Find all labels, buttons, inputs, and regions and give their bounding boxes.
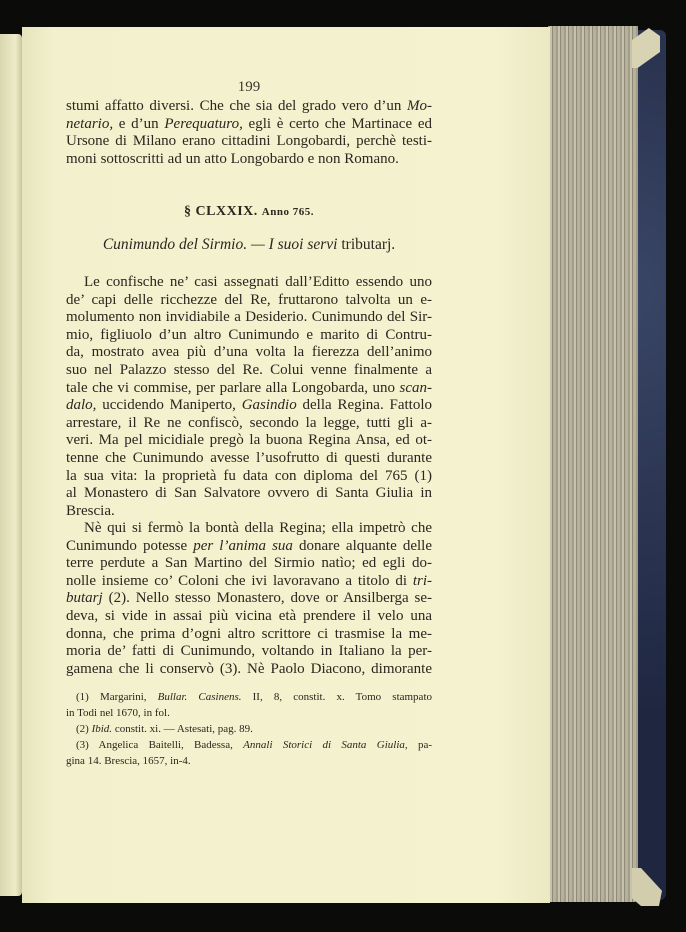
continuation-text <box>66 98 432 168</box>
text-segment: tenne che Cunimundo avesse l’usofrutto di questi durante <box>66 449 432 466</box>
text-line <box>66 292 432 310</box>
text-segment: mio, figliuolo d’un altro Cunimundo e marito di Contru- <box>66 326 432 343</box>
text-segment: de’ capi delle ricchezze del Re, fruttarono talvolta un e- <box>66 291 432 308</box>
text-segment: gamena che li conservò (3). Nè Paolo Diacono, dimorante <box>66 660 432 677</box>
section-number: § CLXXIX. <box>184 204 258 219</box>
page-edges <box>548 26 638 902</box>
text-line <box>66 468 432 486</box>
text-segment: (2) <box>76 723 92 735</box>
text-segment: deva, si vide in assai più vicina età prendere il velo una <box>66 607 432 624</box>
text-segment: Cunimundo potesse <box>66 537 194 554</box>
text-line <box>66 538 432 556</box>
text-line <box>66 705 432 721</box>
text-line <box>66 689 432 705</box>
subtitle-roman: tributarj. <box>337 236 396 253</box>
text-line <box>66 274 432 292</box>
italic-text: scan- <box>399 379 432 396</box>
text-segment: moni sottoscritti ad un atto Longobardo e non Romano. <box>66 150 399 167</box>
italic-text: tri- <box>412 572 432 589</box>
text-line <box>66 721 432 737</box>
text-segment: Ursone di Milano erano cittadini Longobardi, perchè testi- <box>66 133 432 150</box>
text-segment: constit. xi. — Astesati, pag. 89. <box>112 723 253 735</box>
italic-text: Ibid. <box>91 723 113 735</box>
text-segment: pa- <box>407 739 432 751</box>
previous-page-edge <box>0 34 22 896</box>
text-segment: al Monastero di San Salvatore ovvero di Santa Giulia in <box>66 485 432 502</box>
text-line <box>66 397 432 415</box>
text-segment: arrestare, il Re ne confiscò, secondo la legge, tutti gli a- <box>66 414 432 431</box>
text-segment: veri. Ma pel micidiale pregò la buona Regina Ansa, ed ot- <box>66 432 432 449</box>
text-segment: (1) Margarini, <box>76 691 158 703</box>
subtitle-italic: Cunimundo del Sirmio. — I suoi servi <box>102 236 338 253</box>
text-segment: II, 8, constit. x. Tomo stampato <box>241 691 432 703</box>
text-segment: moria de’ fatti di Cunimundo, voltando in Italiano la per- <box>66 643 432 660</box>
text-line <box>66 133 432 151</box>
text-segment: tale che vi commise, per parlare alla Longobarda, uno <box>66 379 400 396</box>
text-segment: Nè qui si fermò la bontà della Regina; ella impetrò che <box>84 520 432 536</box>
text-line <box>66 485 432 503</box>
text-segment: (2). Nello stesso Monastero, dove or Ansilberga se- <box>102 590 432 607</box>
text-segment: molumento non invidiabile a Desiderio. Cunimundo del Sir- <box>66 309 432 326</box>
italic-text: Gasindio <box>241 397 297 414</box>
text-segment: donare alquante delle <box>292 537 432 554</box>
text-segment: Le confische ne’ casi assegnati dall’Editto essendo uno <box>84 274 432 290</box>
text-line <box>66 450 432 468</box>
text-line <box>66 520 432 538</box>
text-segment: uccidendo Maniperto, <box>96 397 242 414</box>
text-line <box>66 362 432 380</box>
italic-text: netario, <box>66 115 114 132</box>
text-line <box>66 661 432 679</box>
text-line <box>66 380 432 398</box>
text-segment: (3) Angelica Baitelli, Badessa, <box>76 739 244 751</box>
text-segment: suo nel Palazzo stesso del Re. Colui venne finalmente a <box>66 361 432 378</box>
italic-text: per l’anima sua <box>193 537 293 554</box>
text-segment: egli è certo che Martinace ed <box>242 115 432 132</box>
text-segment: gina 14. Brescia, 1657, in-4. <box>66 755 191 767</box>
text-segment: da, mostrato avea più d’una volta la fierezza dell’animo <box>66 344 432 361</box>
italic-text: Mo- <box>407 98 432 114</box>
text-line <box>66 753 432 769</box>
text-line <box>66 503 432 521</box>
text-segment: nolle insieme co’ Coloni che ivi lavoravano a titolo di <box>66 572 413 589</box>
text-line <box>66 590 432 608</box>
text-segment: stumi affatto diversi. Che che sia del grado vero d’un <box>66 98 407 114</box>
text-line <box>66 555 432 573</box>
text-segment: la sua vita: la proprietà fu data con diploma del 765 (1) <box>66 467 432 484</box>
text-segment: terre perdute a San Martino del Sirmio natìo; ed egli do- <box>66 555 432 572</box>
text-segment: e d’un <box>113 115 165 132</box>
section-subtitle <box>66 236 432 254</box>
text-line <box>66 116 432 134</box>
text-line <box>66 737 432 753</box>
text-line <box>66 98 432 116</box>
section-year: Anno 765. <box>261 206 314 218</box>
text-line <box>66 573 432 591</box>
paragraph-1 <box>66 274 432 520</box>
italic-text: dalo, <box>66 397 97 414</box>
text-line <box>66 608 432 626</box>
text-segment: donna, che prima d’ogni altro scrittore ci trasmise la me- <box>66 625 432 642</box>
text-line <box>66 626 432 644</box>
footnotes <box>66 689 432 769</box>
paragraph-2 <box>66 520 432 678</box>
italic-text: Perequaturo, <box>164 115 243 132</box>
text-segment: in Todi nel 1670, in fol. <box>66 707 170 719</box>
italic-text: Bullar. Casinens. <box>157 691 242 703</box>
text-line <box>66 309 432 327</box>
text-line <box>66 643 432 661</box>
text-line <box>66 344 432 362</box>
text-segment: della Regina. Fattolo <box>296 397 433 414</box>
italic-text: butarj <box>66 590 103 607</box>
section-heading <box>66 203 432 221</box>
text-line <box>66 151 432 169</box>
text-line <box>66 432 432 450</box>
text-line <box>66 415 432 433</box>
italic-text: Annali Storici di Santa Giulia, <box>243 739 408 751</box>
text-line <box>66 327 432 345</box>
page-number: 199 <box>237 79 261 95</box>
text-segment: Brescia. <box>66 502 115 519</box>
